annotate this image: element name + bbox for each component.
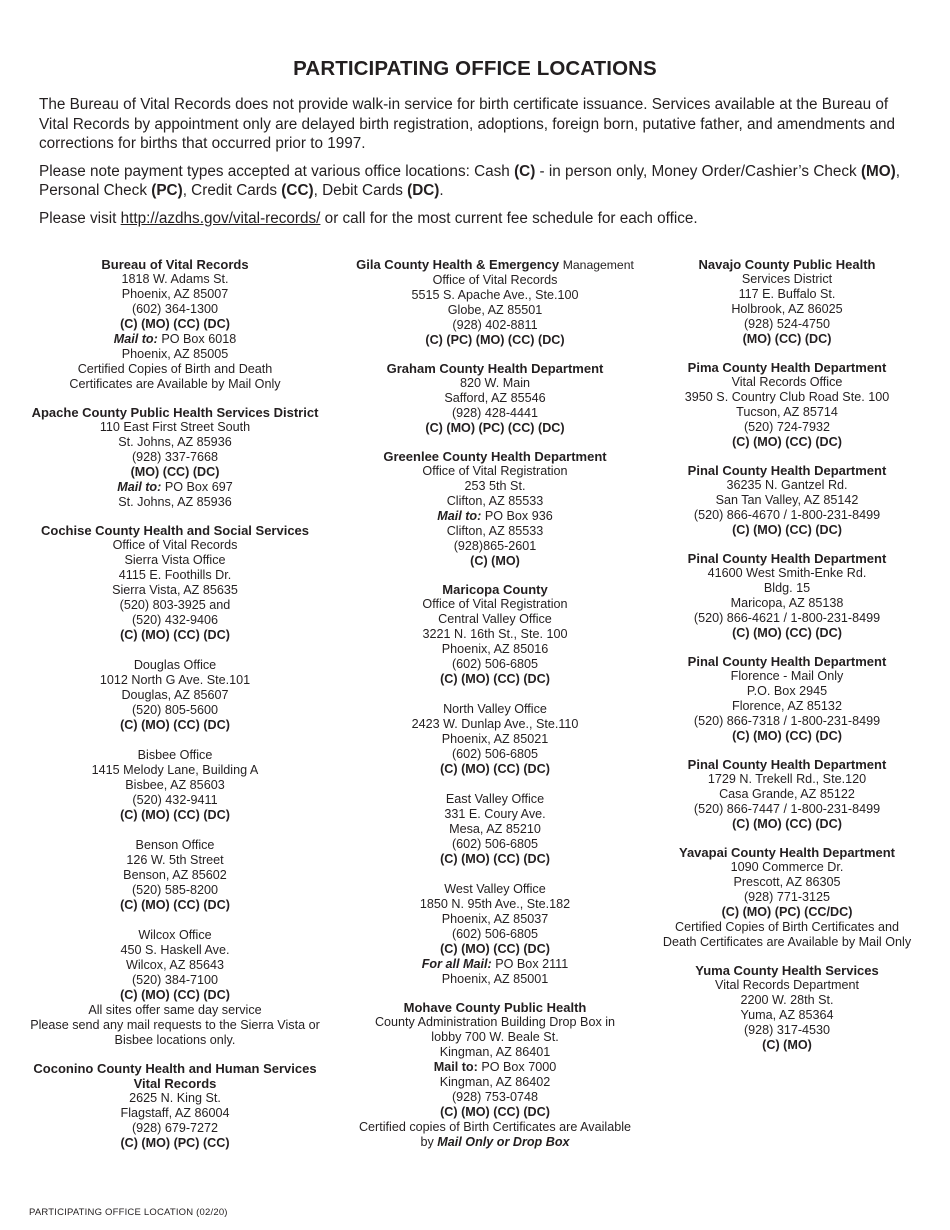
- phone-number: (602) 506-6805: [451, 657, 539, 671]
- phone-number: (928) 524-4750: [743, 317, 831, 331]
- office-name: Gila County Health & Emergency Management: [356, 257, 634, 272]
- intro-paragraph-visit: Please visit http://azdhs.gov/vital-records/ or call for the most current fee schedule for each office.: [39, 209, 698, 227]
- office-yavapai-county: Yavapai County Health Department 1090 Commerce Dr. Prescott, AZ 86305 (928) 771-3125 (C) (MO) (PC) (CC/DC) Certified Copies of Birth Certificates and Death Certificates are Available by Mail Only: [652, 845, 922, 950]
- office-name: Pima County Health Department: [687, 360, 887, 375]
- payment-types: (C) (MO) (CC) (DC): [120, 898, 230, 912]
- mail-address: For all Mail: PO Box 2111: [421, 957, 569, 971]
- phone-number: (602) 506-6805: [451, 747, 539, 761]
- intro-paragraph-services: The Bureau of Vital Records does not provide walk-in service for birth certificate issuance. Services available at the Bureau of Vital Records by appointment only are delayed birth registration, adoptions, foreign born, putative father, and amendments and corrections for births that occurred prior to 1997.: [39, 96, 896, 152]
- office-name: Graham County Health Department: [386, 361, 604, 376]
- office-pima-county: Pima County Health Department Vital Records Office 3950 S. Country Club Road Ste. 100 Tucson, AZ 85714 (520) 724-7932 (C) (MO) (CC) (DC): [652, 360, 922, 450]
- payment-types: (C) (MO) (PC) (CC): [120, 1136, 230, 1150]
- office-pinal-san-tan-valley: Pinal County Health Department 36235 N. Gantzel Rd. San Tan Valley, AZ 85142 (520) 866-4670 / 1-800-231-8499 (C) (MO) (CC) (DC): [652, 463, 922, 538]
- spacer: [25, 823, 325, 838]
- phone-number: (520) 866-7447 / 1-800-231-8499: [693, 802, 881, 816]
- payment-types: (C) (MO) (CC) (DC): [732, 729, 842, 743]
- mail-address: Mail to: PO Box 6018: [113, 332, 237, 346]
- mail-address: Mail to: PO Box 7000: [433, 1060, 557, 1074]
- phone-number: (520) 585-8200: [131, 883, 219, 897]
- phone-number: (520) 805-5600: [131, 703, 219, 717]
- spacer: [25, 913, 325, 928]
- payment-types: (MO) (CC) (DC): [130, 465, 220, 479]
- page-title: PARTICIPATING OFFICE LOCATIONS: [293, 57, 657, 80]
- office-name: Pinal County Health Department: [687, 463, 887, 478]
- office-graham-county: Graham County Health Department 820 W. Main Safford, AZ 85546 (928) 428-4441 (C) (MO) (PC) (CC) (DC): [345, 361, 645, 436]
- office-greenlee-county: Greenlee County Health Department Office of Vital Registration 253 5th St. Clifton, AZ 85533 Mail to: PO Box 936 Clifton, AZ 85533 (928)865-2601 (C) (MO): [345, 449, 645, 569]
- phone-number: (602) 506-6805: [451, 837, 539, 851]
- office-name: Navajo County Public Health: [698, 257, 876, 272]
- office-name: Bureau of Vital Records: [101, 257, 249, 272]
- spacer: [345, 777, 645, 792]
- footer-form-id: PARTICIPATING OFFICE LOCATION (02/20): [29, 1207, 228, 1218]
- sub-office-name: West Valley Office: [444, 882, 546, 896]
- payment-types: (C) (MO) (CC) (DC): [120, 808, 230, 822]
- payment-types: (MO) (CC) (DC): [742, 332, 832, 346]
- payment-types: (C) (MO): [470, 554, 520, 568]
- office-name: Coconino County Health and Human Services: [33, 1061, 317, 1076]
- office-name: Yuma County Health Services: [695, 963, 879, 978]
- sub-office-name: Douglas Office: [133, 658, 217, 672]
- sub-office-name: Wilcox Office: [138, 928, 212, 942]
- payment-types: (C) (MO) (CC) (DC): [440, 762, 550, 776]
- office-navajo-county: Navajo County Public Health Services District 117 E. Buffalo St. Holbrook, AZ 86025 (928) 524-4750 (MO) (CC) (DC): [652, 257, 922, 347]
- office-column-right: [652, 257, 922, 1066]
- office-name-sub: Vital Records: [133, 1076, 217, 1091]
- office-pinal-florence: Pinal County Health Department Florence - Mail Only P.O. Box 2945 Florence, AZ 85132 (520) 866-7318 / 1-800-231-8499 (C) (MO) (CC) (DC): [652, 654, 922, 744]
- phone-number: (520) 384-7100: [131, 973, 219, 987]
- spacer: [345, 687, 645, 702]
- payment-types: (C) (MO) (CC) (DC): [120, 317, 230, 331]
- payment-types: (C) (MO) (CC) (DC): [120, 628, 230, 642]
- phone-number: (520) 724-7932: [743, 420, 831, 434]
- phone-number: (928) 771-3125: [743, 890, 831, 904]
- mail-address: Mail to: PO Box 697: [117, 480, 233, 494]
- office-name: Pinal County Health Department: [687, 654, 887, 669]
- payment-types: (C) (MO) (CC) (DC): [440, 672, 550, 686]
- office-cochise-county: Cochise County Health and Social Services Office of Vital Records Sierra Vista Office 4115 E. Foothills Dr. Sierra Vista, AZ 85635 (520) 803-3925 and (520) 432-9406 (C) (MO) (CC) (DC) Douglas Office 1012 North G Ave. Ste.101 Douglas, AZ 85607 (520) 805-5600 (C) (MO) (CC) (DC) Bisbee Office 1415 Melody Lane, Building A Bisbee, AZ 85603 (520) 432-9411 (C) (MO) (CC) (DC) Benson Office 126 W. 5th Street Benson, AZ 85602 (520) 585-8200 (C) (MO) (CC) (DC) Wilcox Office 450 S. Haskell Ave. Wilcox, AZ 85643 (520) 384-7100 (C) (MO) (CC) (DC) All sites offer same day service Please send any mail requests to the Sierra Vista or Bisbee locations only.: [25, 523, 325, 1048]
- office-name: Cochise County Health and Social Services: [40, 523, 310, 538]
- office-pinal-maricopa: Pinal County Health Department 41600 West Smith-Enke Rd. Bldg. 15 Maricopa, AZ 85138 (520) 866-4621 / 1-800-231-8499 (C) (MO) (CC) (DC): [652, 551, 922, 641]
- payment-types: (C) (MO) (CC) (DC): [440, 1105, 550, 1119]
- payment-types: (C) (MO) (CC) (DC): [732, 817, 842, 831]
- payment-types: (C) (MO) (PC) (CC) (DC): [425, 421, 565, 435]
- office-pinal-casa-grande: Pinal County Health Department 1729 N. Trekell Rd., Ste.120 Casa Grande, AZ 85122 (520) 866-7447 / 1-800-231-8499 (C) (MO) (CC) (DC): [652, 757, 922, 832]
- payment-types: (C) (MO) (CC) (DC): [732, 626, 842, 640]
- mail-address: Mail to: PO Box 936: [437, 509, 553, 523]
- phone-number: (928) 337-7668: [131, 450, 219, 464]
- payment-types: (C) (MO) (CC) (DC): [440, 852, 550, 866]
- office-coconino-county: Coconino County Health and Human Services Vital Records 2625 N. King St. Flagstaff, AZ 86004 (928) 679-7272 (C) (MO) (PC) (CC): [25, 1061, 325, 1151]
- phone-number: (928) 753-0748: [451, 1090, 539, 1104]
- payment-types: (C) (MO) (PC) (CC/DC): [721, 905, 853, 919]
- office-gila-county: Gila County Health & Emergency Management Office of Vital Records 5515 S. Apache Ave., Ste.100 Globe, AZ 85501 (928) 402-8811 (C) (PC) (MO) (CC) (DC): [345, 257, 645, 348]
- payment-types: (C) (MO) (CC) (DC): [732, 523, 842, 537]
- payment-types: (C) (PC) (MO) (CC) (DC): [425, 333, 565, 347]
- office-yuma-county: Yuma County Health Services Vital Records Department 2200 W. 28th St. Yuma, AZ 85364 (928) 317-4530 (C) (MO): [652, 963, 922, 1053]
- spacer: [25, 643, 325, 658]
- sub-office-name: Bisbee Office: [137, 748, 213, 762]
- office-name: Pinal County Health Department: [687, 551, 887, 566]
- office-name: Maricopa County: [442, 582, 548, 597]
- phone-number: (520) 432-9406: [131, 613, 219, 627]
- phone-number: (520) 866-4670 / 1-800-231-8499: [693, 508, 881, 522]
- office-column-left: [25, 257, 325, 1164]
- phone-number: (602) 506-6805: [451, 927, 539, 941]
- office-name: Pinal County Health Department: [687, 757, 887, 772]
- phone-number: (602) 364-1300: [131, 302, 219, 316]
- office-name: Greenlee County Health Department: [383, 449, 607, 464]
- spacer: [345, 867, 645, 882]
- phone-number: (520) 803-3925 and: [119, 598, 231, 612]
- sub-office-name: East Valley Office: [445, 792, 545, 806]
- phone-number: (928) 402-8811: [452, 318, 538, 332]
- intro-section: [39, 95, 919, 236]
- sub-office-name: North Valley Office: [443, 702, 547, 716]
- payment-types: (C) (MO) (CC) (DC): [120, 718, 230, 732]
- office-mohave-county: Mohave County Public Health County Administration Building Drop Box in lobby 700 W. Beale St. Kingman, AZ 86401 Mail to: PO Box 7000 Kingman, AZ 86402 (928) 753-0748 (C) (MO) (CC) (DC) Certified copies of Birth Certificates are Available by Mail Only or Drop Box: [345, 1000, 645, 1150]
- office-name: Yavapai County Health Department: [679, 845, 895, 860]
- payment-types: (C) (MO) (CC) (DC): [120, 988, 230, 1002]
- office-apache-county: Apache County Public Health Services District 110 East First Street South St. Johns, AZ 85936 (928) 337-7668 (MO) (CC) (DC) Mail to: PO Box 697 St. Johns, AZ 85936: [25, 405, 325, 510]
- phone-number: (520) 866-4621 / 1-800-231-8499: [693, 611, 881, 625]
- office-maricopa-county: Maricopa County Office of Vital Registration Central Valley Office 3221 N. 16th St., Ste. 100 Phoenix, AZ 85016 (602) 506-6805 (C) (MO) (CC) (DC) North Valley Office 2423 W. Dunlap Ave., Ste.110 Phoenix, AZ 85021 (602) 506-6805 (C) (MO) (CC) (DC) East Valley Office 331 E. Coury Ave. Mesa, AZ 85210 (602) 506-6805 (C) (MO) (CC) (DC) West Valley Office 1850 N. 95th Ave., Ste.182 Phoenix, AZ 85037 (602) 506-6805 (C) (MO) (CC) (DC) For all Mail: PO Box 2111 Phoenix, AZ 85001: [345, 582, 645, 987]
- phone-number: (928)865-2601: [453, 539, 537, 553]
- payment-types: (C) (MO) (CC) (DC): [732, 435, 842, 449]
- payment-types: (C) (MO): [762, 1038, 812, 1052]
- payment-types: (C) (MO) (CC) (DC): [440, 942, 550, 956]
- office-column-middle: [345, 257, 645, 1163]
- sub-office-name: Benson Office: [135, 838, 215, 852]
- phone-number: (520) 866-7318 / 1-800-231-8499: [693, 714, 881, 728]
- office-name: Apache County Public Health Services District: [31, 405, 319, 420]
- phone-number: (928) 679-7272: [131, 1121, 219, 1135]
- office-name: Mohave County Public Health: [403, 1000, 587, 1015]
- phone-number: (928) 317-4530: [743, 1023, 831, 1037]
- phone-number: (928) 428-4441: [451, 406, 539, 420]
- office-bureau-vital-records: Bureau of Vital Records 1818 W. Adams St. Phoenix, AZ 85007 (602) 364-1300 (C) (MO) (CC) (DC) Mail to: PO Box 6018 Phoenix, AZ 85005 Certified Copies of Birth and Death Certificates are Available by Mail Only: [25, 257, 325, 392]
- spacer: [25, 733, 325, 748]
- intro-paragraph-payment: Please note payment types accepted at various office locations: Cash (C) - in person only, Money Order/Cashier’s Check (MO), Personal Check (PC), Credit Cards (CC), Debit Cards (DC).: [39, 162, 901, 199]
- vital-records-link[interactable]: http://azdhs.gov/vital-records/: [120, 209, 321, 227]
- phone-number: (520) 432-9411: [132, 793, 218, 807]
